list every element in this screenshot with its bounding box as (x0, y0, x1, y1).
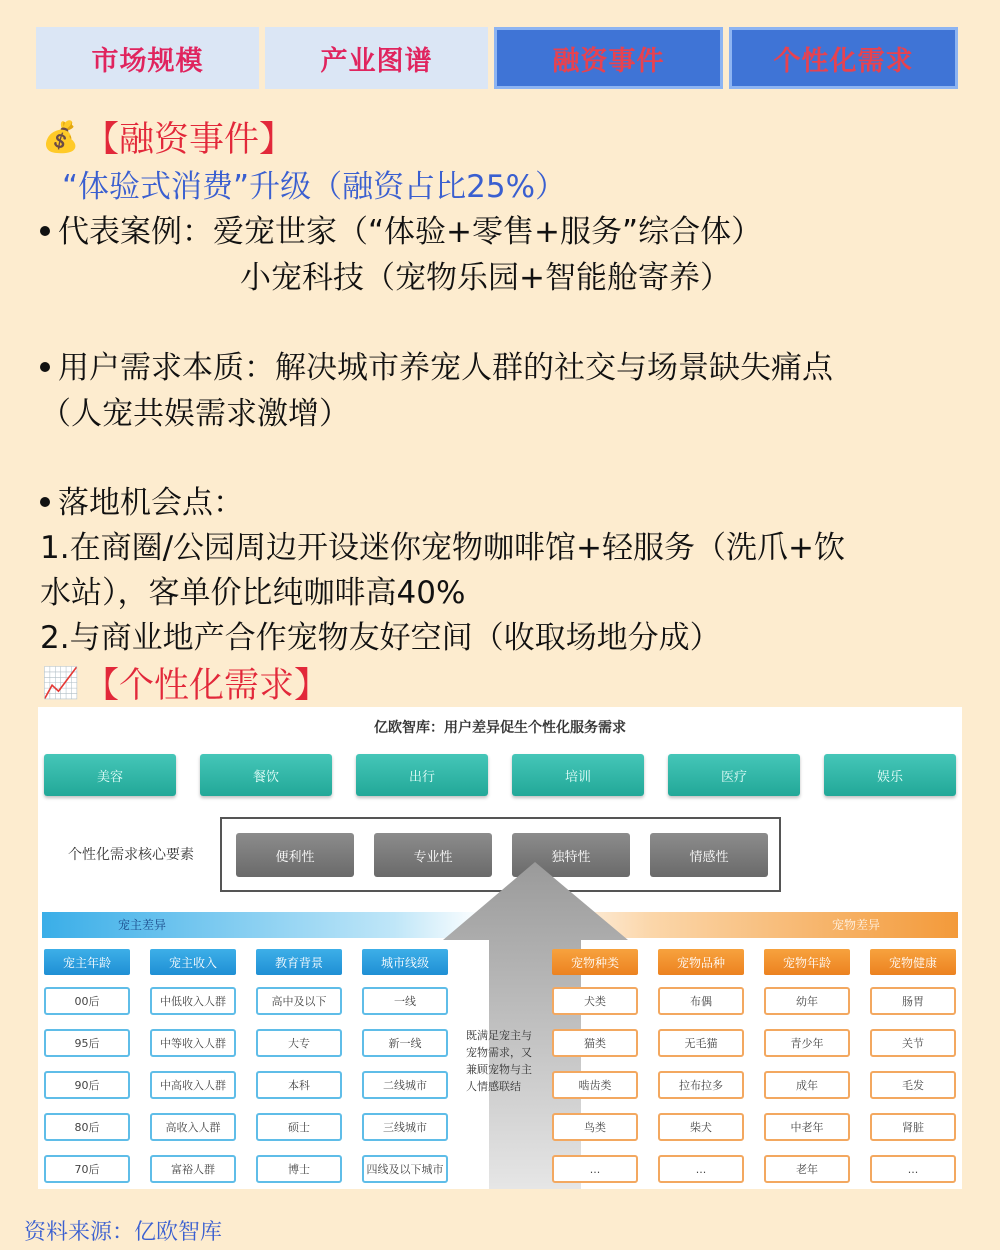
pet-cell: 犬类 (552, 987, 638, 1015)
opportunity-line (40, 477, 244, 522)
pet-col-header: 宠物健康 (870, 949, 956, 975)
owner-cell: 80后 (44, 1113, 130, 1141)
pet-cell: 猫类 (552, 1029, 638, 1057)
owner-col-header: 城市线级 (362, 949, 448, 975)
pet-cell: 拉布拉多 (658, 1071, 744, 1099)
owner-cell: 二线城市 (362, 1071, 448, 1099)
service-entertainment: 娱乐 (824, 754, 956, 796)
cases-line (40, 206, 762, 251)
pet-cell: ... (870, 1155, 956, 1183)
core-uniqueness: 独特性 (512, 833, 630, 877)
core-emotional: 情感性 (650, 833, 768, 877)
owner-cell: 高中及以下 (256, 987, 342, 1015)
center-arrow-text: 既满足宠主与宠物需求，又兼顾宠物与主人情感联结 (466, 1029, 532, 1093)
owner-cell: 富裕人群 (150, 1155, 236, 1183)
core-convenience: 便利性 (236, 833, 354, 877)
owner-cell: 中低收入人群 (150, 987, 236, 1015)
owner-cell: 90后 (44, 1071, 130, 1099)
owner-cell: 博士 (256, 1155, 342, 1183)
service-travel: 出行 (356, 754, 488, 796)
pet-cell: 老年 (764, 1155, 850, 1183)
owner-cell: 高收入人群 (150, 1113, 236, 1141)
pet-cell: 关节 (870, 1029, 956, 1057)
pet-col-header: 宠物品种 (658, 949, 744, 975)
section-financing-heading (42, 112, 294, 162)
owner-cell: 95后 (44, 1029, 130, 1057)
tab-financing-events[interactable]: 融资事件 (494, 27, 723, 89)
infographic-title: 亿欧智库：用户差异促生个性化服务需求 (374, 720, 626, 736)
pet-cell: 青少年 (764, 1029, 850, 1057)
owner-cell: 硕士 (256, 1113, 342, 1141)
pet-cell: 成年 (764, 1071, 850, 1099)
bullet-dot (40, 362, 50, 372)
tab-personalized-demand[interactable]: 个性化需求 (729, 27, 958, 89)
essence-line (40, 342, 833, 387)
owner-cell: 70后 (44, 1155, 130, 1183)
source-note: 资料来源：亿欧智库 (24, 1220, 223, 1245)
opportunity-label: 落地机会点： (58, 485, 244, 521)
essence-line-2: （人宠共娱需求激增） (40, 396, 350, 432)
service-food: 餐饮 (200, 754, 332, 796)
owner-cell: 本科 (256, 1071, 342, 1099)
owner-cell: 00后 (44, 987, 130, 1015)
service-medical: 医疗 (668, 754, 800, 796)
owner-cell: 三线城市 (362, 1113, 448, 1141)
pet-cell: 柴犬 (658, 1113, 744, 1141)
pet-cell: 啮齿类 (552, 1071, 638, 1099)
cases-line-2: 小宠科技（宠物乐园+智能舱寄养） (240, 260, 731, 296)
pet-cell: 肠胃 (870, 987, 956, 1015)
opportunity-1-line-1: 1.在商圈/公园周边开设迷你宠物咖啡馆+轻服务（洗爪+饮 (40, 530, 845, 566)
chart-up-icon: 📈 (42, 665, 80, 701)
tab-bar (36, 27, 958, 89)
service-beauty: 美容 (44, 754, 176, 796)
service-training: 培训 (512, 754, 644, 796)
pet-col-header: 宠物种类 (552, 949, 638, 975)
infographic (38, 707, 962, 1189)
owner-cell: 一线 (362, 987, 448, 1015)
pet-cell: 肾脏 (870, 1113, 956, 1141)
opportunity-1-line-2: 水站），客单价比纯咖啡高40% (40, 575, 466, 611)
owner-col-header: 宠主年龄 (44, 949, 130, 975)
core-elements-label: 个性化需求核心要素 (68, 847, 194, 863)
pet-cell: ... (658, 1155, 744, 1183)
owner-cell: 四线及以下城市 (362, 1155, 448, 1183)
cases-text: 代表案例：爱宠世家（“体验+零售+服务”综合体） (58, 214, 763, 250)
bullet-dot (40, 497, 50, 507)
owner-col-header: 教育背景 (256, 949, 342, 975)
essence-text: 用户需求本质：解决城市养宠人群的社交与场景缺失痛点 (58, 350, 833, 386)
owner-cell: 中高收入人群 (150, 1071, 236, 1099)
bullet-dot (40, 226, 50, 236)
pet-cell: 布偶 (658, 987, 744, 1015)
pet-cell: 鸟类 (552, 1113, 638, 1141)
owner-cell: 新一线 (362, 1029, 448, 1057)
pet-difference-band: 宠物差异 (522, 912, 958, 938)
section-demand-heading (42, 658, 329, 708)
pet-cell: 毛发 (870, 1071, 956, 1099)
money-bag-icon: 💰 (42, 119, 80, 155)
owner-cell: 中等收入人群 (150, 1029, 236, 1057)
owner-difference-band: 宠主差异 (42, 912, 482, 938)
opportunity-2: 2.与商业地产合作宠物友好空间（收取场地分成） (40, 620, 721, 656)
pet-cell: 幼年 (764, 987, 850, 1015)
owner-col-header: 宠主收入 (150, 949, 236, 975)
pet-col-header: 宠物年龄 (764, 949, 850, 975)
section-financing-title: 【融资事件】 (84, 120, 295, 160)
section-financing-subtitle: “体验式消费”升级（融资占比25%） (62, 169, 567, 205)
pet-cell: 中老年 (764, 1113, 850, 1141)
section-demand-title: 【个性化需求】 (84, 666, 330, 706)
core-professional: 专业性 (374, 833, 492, 877)
owner-cell: 大专 (256, 1029, 342, 1057)
pet-cell: ... (552, 1155, 638, 1183)
tab-industry-map[interactable]: 产业图谱 (265, 27, 488, 89)
tab-market-size[interactable]: 市场规模 (36, 27, 259, 89)
pet-cell: 无毛猫 (658, 1029, 744, 1057)
